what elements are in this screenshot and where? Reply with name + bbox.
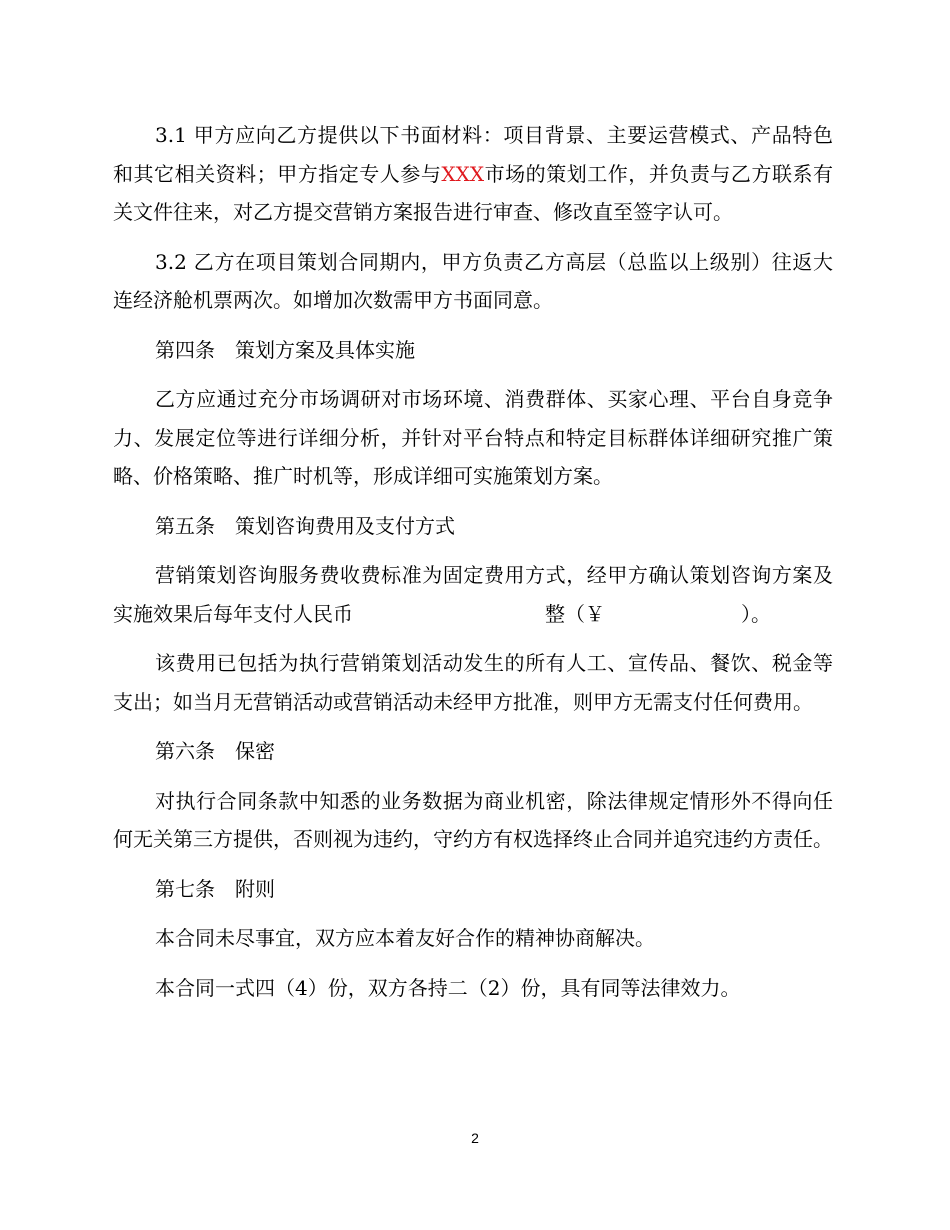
article-5-heading: 第五条 策划咨询费用及支付方式 [155, 513, 455, 538]
clause-3-1-text-before: 3.1 甲方应向乙方提供以下书面材料：项目背景、主要运营模式、产品特色和其它相关资料；甲方指定专人参与 [113, 123, 833, 186]
article-5-body [113, 556, 833, 633]
article-5-body-2: 该费用已包括为执行营销策划活动发生的所有人工、宣传品、餐饮、税金等支出；如当月无营销活动或营销活动未经甲方批准，则甲方无需支付任何费用。 [113, 651, 833, 714]
article-6-heading: 第六条 保密 [155, 739, 275, 763]
placeholder-highlight: XXX [441, 161, 485, 186]
clause-3-1 [113, 116, 833, 232]
article-5-body-part1: 营销策划咨询服务费收费标准为固定费用方式，经甲方确认策划咨询方案及实施效果后每年支付人民币 [113, 563, 833, 626]
article-5-body-part3: ）。 [741, 601, 771, 626]
page-number: 2 [471, 1130, 479, 1146]
clause-3-2: 3.2 乙方在项目策划合同期内，甲方负责乙方高层（总监以上级别）往返大连经济舱机票两次。如增加次数需甲方书面同意。 [113, 249, 833, 312]
article-7-heading: 第七条 附则 [155, 876, 275, 901]
article-4-body: 乙方应通过充分市场调研对市场环境、消费群体、买家心理、平台自身竞争力、发展定位等进行详细分析，并针对平台特点和特定目标群体详细研究推广策略、价格策略、推广时机等，形成详细可实施策划方案。 [113, 387, 833, 488]
article-7-body-2: 本合同一式四（4）份，双方各持二（2）份，具有同等法律效力。 [155, 975, 741, 1000]
article-4-heading: 第四条 策划方案及具体实施 [155, 337, 415, 362]
document-body [113, 116, 833, 1018]
article-6-body: 对执行合同条款中知悉的业务数据为商业机密，除法律规定情形外不得向任何无关第三方提供，否则视为违约，守约方有权选择终止合同并追究违约方责任。 [113, 788, 833, 851]
article-7-body-1: 本合同未尽事宜，双方应本着友好合作的精神协商解决。 [155, 926, 655, 950]
article-5-body-part2: 整（￥ [545, 601, 605, 626]
clause-3-1-text-after: 市场的策划工作，并负责与乙方联系有关文件往来，对乙方提交营销方案报告进行审查、修改直至签字认可。 [113, 161, 834, 224]
